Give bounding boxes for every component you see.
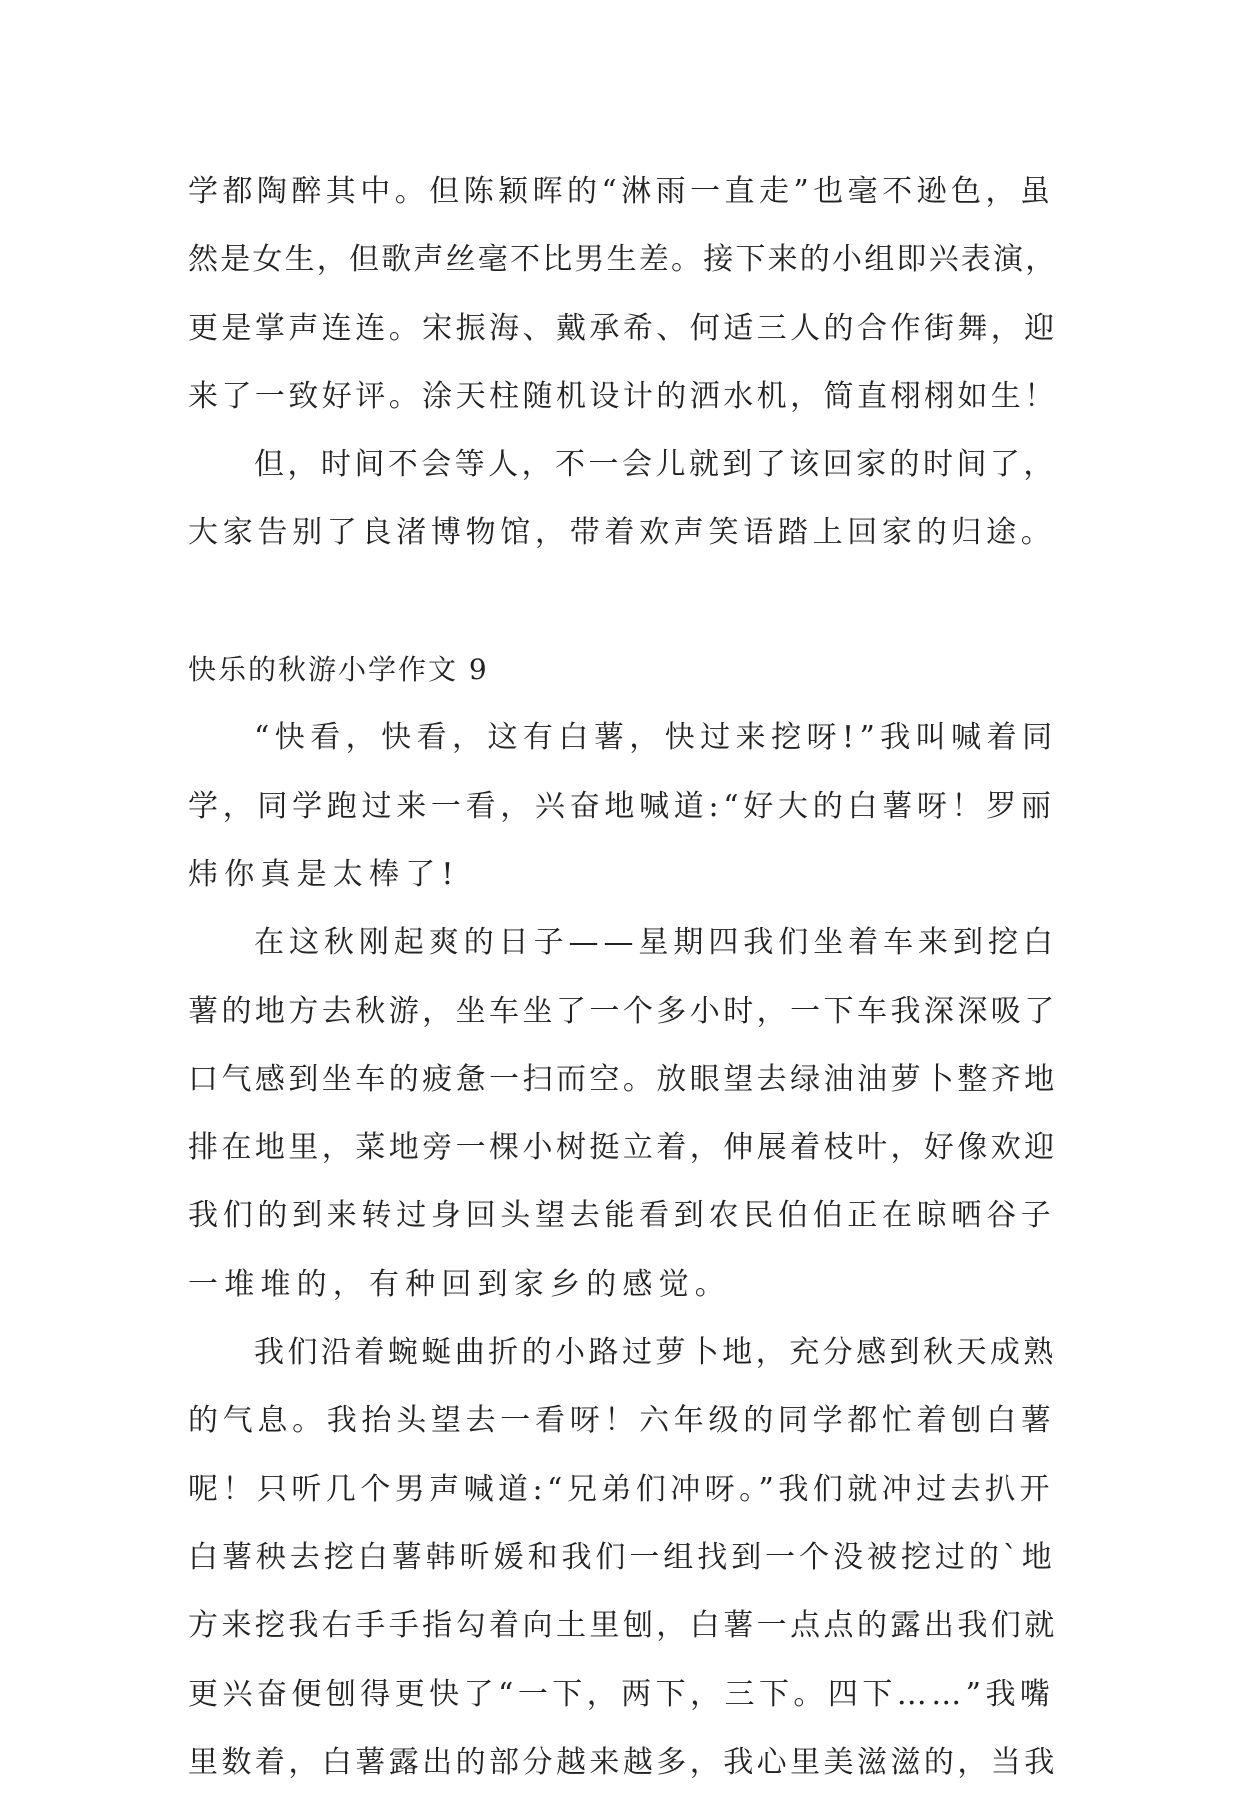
text-line: 里数着，白薯露出的部分越来越多，我心里美滋滋的，当我 [188,1744,1058,1780]
paragraph-ending [188,431,1058,568]
text-line: 更兴奋便刨得更快了“一下，两下，三下。四下……”我嘴 [188,1676,1055,1712]
text-line: 在这秋刚起爽的日子——星期四我们坐着车来到挖白 [254,925,1058,961]
paragraph-1 [188,704,1058,909]
text-line: 然是女生，但歌声丝毫不比男生差。接下来的小组即兴表演， [188,242,1058,278]
text-line: 我们沿着蜿蜒曲折的小路过萝卜地，充分感到秋天成熟 [254,1335,1057,1371]
text-line: 方来挖我右手手指勾着向土里刨，白薯一点点的露出我们就 [188,1608,1058,1644]
section-title: 快乐的秋游小学作文 9 [188,653,489,687]
text-line: 来了一致好评。涂天柱随机设计的洒水机，简直栩栩如生！ [188,378,1058,414]
text-line: 白薯秧去挖白薯韩昕媛和我们一组找到一个没被挖过的`地 [188,1539,1056,1575]
text-line: 我们的到来转过身回头望去能看到农民伯伯正在晾晒谷子 [188,1198,1056,1234]
text-line: 炜你真是太棒了! [188,856,460,892]
text-line: 的气息。我抬头望去一看呀！六年级的同学都忙着刨白薯 [188,1403,1056,1439]
text-line: 呢！只听几个男声喊道:“兄弟们冲呀。”我们就冲过去扒开 [188,1471,1054,1507]
text-line: 但，时间不会等人，不一会儿就到了该回家的时间了， [254,447,1057,483]
text-line: 薯的地方去秋游，坐车坐了一个多小时，一下车我深深吸了 [188,993,1058,1029]
text-line: 排在地里，菜地旁一棵小树挺立着，伸展着枝叶，好像欢迎 [188,1130,1058,1166]
text-line: 口气感到坐车的疲惫一扫而空。放眼望去绿油油萝卜整齐地 [188,1061,1058,1097]
text-line: 一堆堆的，有种回到家乡的感觉。 [188,1266,731,1302]
text-line: 学，同学跑过来一看，兴奋地喊道:“好大的白薯呀！罗丽 [188,788,1056,824]
text-line: “快看，快看，这有白薯，快过来挖呀!”我叫喊着同 [254,720,1058,756]
text-line: 更是掌声连连。宋振海、戴承希、何适三人的合作街舞，迎 [188,310,1058,346]
text-line: 学都陶醉其中。但陈颖晖的“淋雨一直走”也毫不逊色，虽 [188,174,1055,209]
text-line: 大家告别了良渚博物馆，带着欢声笑语踏上回家的归途。 [188,515,1056,551]
paragraph-previous [188,158,1058,431]
document-body [188,158,1058,1797]
paragraph-2 [188,909,1058,1319]
paragraph-3 [188,1319,1058,1797]
blank-line [188,568,1058,636]
